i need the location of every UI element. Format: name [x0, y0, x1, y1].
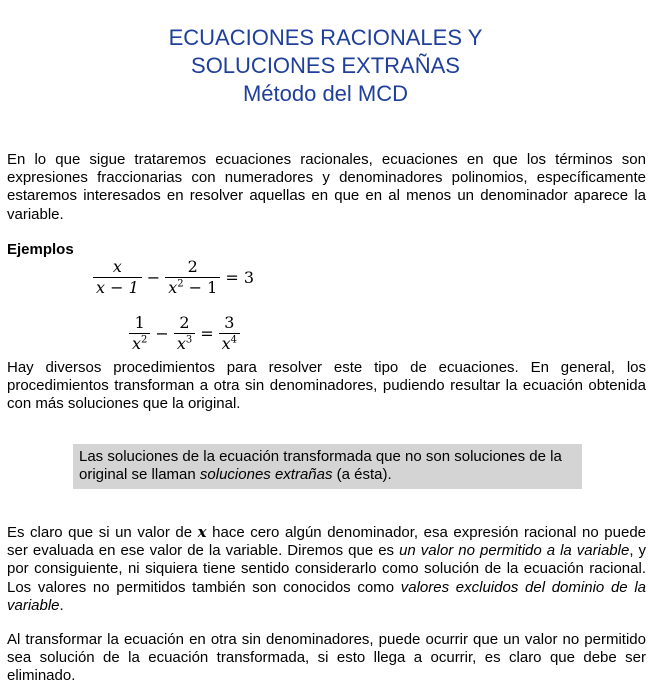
equation-2	[129, 313, 240, 354]
excluded-text-2: hace cero algún denominador, esa expresión racional no puede ser evaluada en ese valor de la variable. Diremos que es	[7, 524, 646, 560]
eq2-num-2: 2	[179, 313, 190, 332]
excluded-term-2: valores excluidos del dominio de la variable	[7, 578, 646, 614]
equation-1	[93, 257, 259, 298]
title-subtitle: Método del MCD	[242, 81, 409, 106]
definition-text-1: Las soluciones de la ecuación transformada que no son soluciones de la original se llaman	[79, 448, 562, 484]
eq2-operator: −	[155, 324, 169, 343]
eq2-den-3-exp: 4	[230, 334, 238, 346]
eq2-den-2-exp: 3	[185, 334, 193, 346]
examples-heading: Ejemplos	[7, 241, 74, 258]
eq1-den-1: x − 1	[96, 278, 139, 297]
methods-paragraph: Hay diversos procedimientos para resolver este tipo de ecuaciones. En general, los procedimientos transforman a otra sin denominadores, pudiendo resultar la ecuación obtenida con más soluciones que la original.	[7, 359, 646, 413]
eq1-fraction-1	[93, 257, 142, 298]
excluded-text-1: Es claro que si un valor de	[7, 524, 198, 541]
definition-box	[73, 444, 582, 489]
page-title	[0, 24, 651, 108]
eq1-den-2-exp: 2	[177, 278, 184, 290]
eq2-den-1-base: x	[132, 334, 142, 353]
definition-text-2: (a ésta).	[332, 466, 392, 484]
definition-term: soluciones extrañas	[199, 466, 333, 484]
title-line-1: ECUACIONES RACIONALES Y	[168, 25, 483, 50]
title-line-2: SOLUCIONES EXTRAÑAS	[191, 53, 460, 78]
eq2-fraction-2	[174, 313, 195, 354]
eq2-equals: =	[200, 324, 214, 343]
eq1-den-2-rest: − 1	[183, 278, 218, 297]
eq1-operator: −	[146, 268, 161, 287]
excluded-term-1: un valor no permitido a la variable	[399, 542, 630, 560]
excluded-values-paragraph	[7, 523, 646, 615]
elimination-paragraph: Al transformar la ecuación en otra sin denominadores, puede ocurrir que un valor no permitido sea solución de la ecuación transformada, si esto llega a ocurrir, es claro que debe ser eliminado.	[7, 631, 646, 685]
eq2-den-2-base: x	[176, 334, 186, 353]
eq1-num-2: 2	[187, 257, 198, 276]
excluded-text-3: , y por consiguiente, ni siquiera tiene sentido considerarlo como solución de la ecuación racional. Los valores no permitidos también son conocidos como	[7, 542, 646, 596]
intro-paragraph: En lo que sigue trataremos ecuaciones racionales, ecuaciones en que los términos son expresiones fraccionarias con numeradores y denominadores polinomios, específicamente estaremos interesados en resolver aquellas en que en al menos un denominador aparece la variable.	[7, 151, 646, 223]
eq2-num-3: 3	[224, 313, 235, 332]
variable-x: x	[197, 523, 207, 541]
eq2-den-3-base: x	[221, 334, 231, 353]
eq2-fraction-3	[219, 313, 240, 354]
eq1-fraction-2	[165, 257, 220, 298]
excluded-text-4: .	[59, 596, 64, 614]
eq2-den-1-exp: 2	[141, 334, 148, 346]
eq1-rhs: = 3	[225, 268, 255, 287]
eq2-fraction-1	[129, 313, 150, 354]
eq1-num-1: x	[112, 257, 122, 276]
eq2-num-1: 1	[134, 313, 145, 332]
eq1-den-2-base: x	[168, 278, 178, 297]
